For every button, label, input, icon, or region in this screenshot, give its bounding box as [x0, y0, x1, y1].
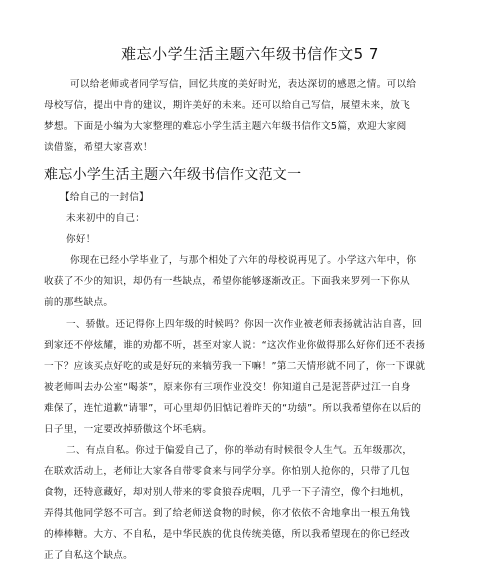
intro-line: 母校写信，提出中肯的建议，期许美好的未来。还可以给自己写信，展望未来，放飞	[44, 100, 411, 111]
paragraph-line: 收获了不少的知识，却仍有一些缺点，希望你能够逐渐改正。下面我来罗列一下你从	[44, 276, 411, 287]
paragraph-line: 一、骄傲。还记得你上四年级的时候吗？你因一次作业被老师表扬就沾沾自喜，回	[66, 319, 423, 330]
intro-line: 梦想。下面是小编为大家整理的难忘小学生活主题六年级书信作文5篇，欢迎大家阅	[44, 121, 407, 132]
paragraph-line: 被老师叫去办公室“喝茶”，原来你有三项作业没交！你知道自己是泥菩萨过江一自身	[44, 382, 411, 393]
paragraph-line: 正了自私这个缺点。	[44, 550, 134, 561]
letter-heading: 【给自己的一封信】	[60, 192, 150, 203]
paragraph-line: 到家还不停炫耀，谁的劝都不听，甚至对家人说：“这次作业你做得那么好你们还不表扬	[44, 340, 426, 351]
paragraph-line: 前的那些缺点。	[44, 297, 114, 308]
paragraph-line: 在联欢活动上，老师让大家各自带零食来与同学分享。你怕别人抢你的，只带了几包	[44, 466, 411, 477]
paragraph-line: 食物，还特意藏好，却对别人带来的零食狼吞虎咽，几乎一下子清空，像个扫地机，	[44, 487, 411, 498]
paragraph-line: 一下？应该买点好吃的或是好玩的来犒劳我一下嘛！”第二天情形就不同了，你一下课就	[44, 361, 426, 372]
paragraph-line: 日子里，一定要改掉骄傲这个坏毛病。	[44, 424, 213, 435]
letter-greeting: 你好！	[66, 234, 96, 245]
paragraph-line: 弄得其他同学怒不可言。到了给老师送食物的时候，你才依依不舍地拿出一根五角钱	[44, 508, 411, 519]
paragraph-line: 难保了，连忙道歉“请罪”，可心里却仍旧惦记着昨天的“功绩”。所以我希望你在以后的	[44, 403, 422, 414]
section-title: 难忘小学生活主题六年级书信作文范文一	[44, 167, 302, 183]
document-title: 难忘小学生活主题六年级书信作文5 7	[121, 45, 379, 63]
paragraph-line: 的棒棒糖。大方、不自私，是中华民族的优良传统美德，所以我希望现在的你已经改	[44, 529, 411, 540]
intro-line: 读借鉴，希望大家喜欢！	[44, 142, 153, 153]
letter-salutation: 未来初中的自己：	[66, 213, 146, 224]
paragraph-line: 二、有点自私。你过于偏爱自己了，你的举动有时候很令人生气。五年级那次，	[66, 445, 413, 456]
paragraph-line: 你现在已经小学毕业了，与那个相处了六年的母校说再见了。小学这六年中，你	[70, 255, 417, 266]
intro-line: 可以给老师或者同学写信，回忆共度的美好时光，表达深切的感恩之情。可以给	[70, 79, 417, 90]
